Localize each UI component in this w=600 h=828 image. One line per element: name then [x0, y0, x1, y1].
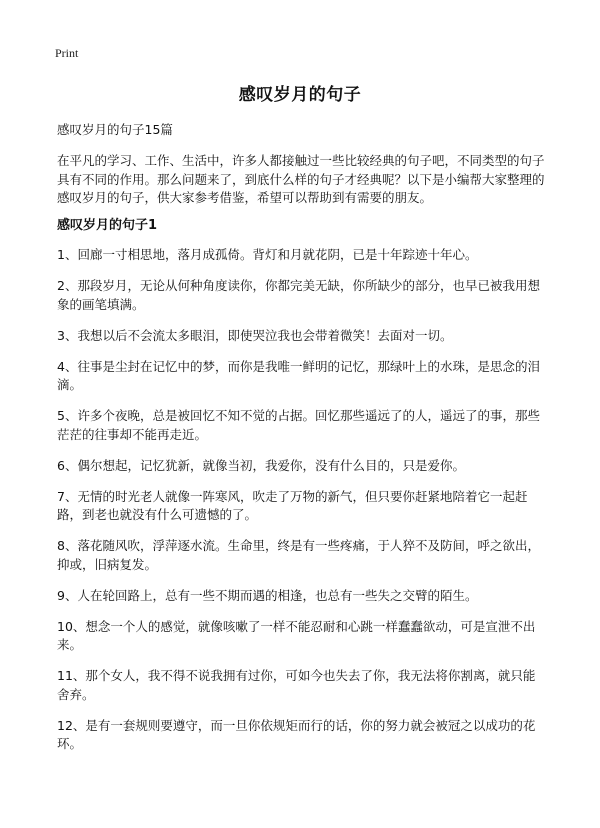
list-item: 8、落花随风吹，浮萍逐水流。生命里，终是有一些疼痛，于人猝不及防间，呼之欲出，抑或，旧病复发。	[57, 538, 540, 572]
list-item: 7、无情的时光老人就像一阵寒风，吹走了万物的新气，但只要你赶紧地陪着它一起赶路，到老也就没有什么可遗憾的了。	[57, 488, 528, 522]
page-title: 感叹岁月的句子	[238, 85, 362, 105]
list-item: 4、往事是尘封在记忆中的梦，而你是我唯一鲜明的记忆，那绿叶上的水珠，是思念的泪滴。	[57, 358, 540, 392]
list-item: 10、想念一个人的感觉，就像咳嗽了一样不能忍耐和心跳一样蠢蠢欲动，可是宣泄不出来。	[57, 618, 536, 652]
print-link[interactable]: Print	[55, 46, 79, 60]
intro-paragraph: 在平凡的学习、工作、生活中，许多人都接触过一些比较经典的句子吧，不同类型的句子具有不同的作用。那么问题来了，到底什么样的句子才经典呢？以下是小编帮大家整理的感叹岁月的句子，供大家参考借鉴，希望可以帮助到有需要的朋友。	[57, 153, 545, 205]
list-item: 3、我想以后不会流太多眼泪，即使哭泣我也会带着微笑！去面对一切。	[57, 327, 453, 343]
list-item: 9、人在轮回路上，总有一些不期而遇的相逢，也总有一些失之交臂的陌生。	[57, 587, 478, 603]
list-item: 11、那个女人，我不得不说我拥有过你，可如今也失去了你，我无法将你割离，就只能舍弃。	[57, 668, 536, 702]
list-item: 12、是有一套规则要遵守，而一旦你依规矩而行的话，你的努力就会被冠之以成功的花环。	[57, 717, 536, 751]
list-item: 5、许多个夜晚，总是被回忆不知不觉的占据。回忆那些遥远了的人，遥远了的事，那些茫茫的往事却不能再走近。	[57, 408, 540, 442]
list-item: 6、偶尔想起，记忆犹新，就像当初，我爱你，没有什么目的，只是爱你。	[57, 457, 465, 473]
sentence-list	[57, 246, 545, 766]
list-item: 1、回廊一寸相思地，落月成孤倚。背灯和月就花阴，已是十年踪迹十年心。	[57, 247, 478, 262]
document-subtitle: 感叹岁月的句子15篇	[57, 122, 173, 137]
section-heading: 感叹岁月的句子1	[57, 218, 158, 233]
list-item: 2、那段岁月，无论从何种角度读你，你都完美无缺，你所缺少的部分，也早已被我用想象的画笔填满。	[57, 278, 540, 312]
